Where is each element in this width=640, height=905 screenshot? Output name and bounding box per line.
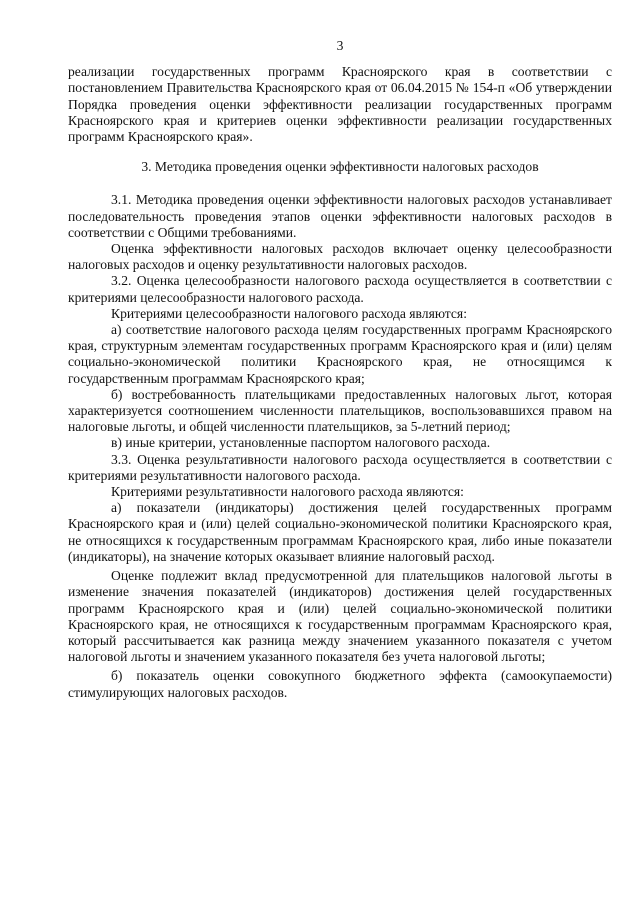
paragraph-contribution-assessment: Оценке подлежит вклад предусмотренной для плательщиков налоговой льготы в изменение значения показателей (индикаторов) достижения целей государственных программ Красноярского края и (или) целей социально-экономической политики Красноярского края, не относящихся к государственным программам Красноярского края, который рассчитывается как разница между значением указанного показателя с учетом налоговой льготы и значением указанного показателя без учета налоговой льготы; xyxy=(68,568,612,665)
paragraph-effectiveness-criteria: Критериями результативности налогового расхода являются: xyxy=(111,484,464,500)
page-number: 3 xyxy=(336,38,344,53)
list-item-b-expediency: б) востребованность плательщиками предоставленных налоговых льгот, которая характеризуется соотношением численности плательщиков, воспользовавшихся правом на налоговые льготы, и общей численности плательщиков, за 5-летний период; xyxy=(68,386,612,435)
intro-paragraph: реализации государственных программ Красноярского края в соответствии с постановлением Правительства Красноярского края от 06.04.2015 № 154-п «Об утверждении Порядка проведения оценки эффективности реализации государственных программ Красноярского края и критериев оценки эффективности реализации государственных программ Красноярского края». xyxy=(68,64,612,145)
list-item-a-expediency: а) соответствие налогового расхода целям государственных программ Красноярского края, структурным элементам государственных программ Красноярского края и (или) целям социально-экономической политики Красноярского края, не относящимся к государственным программам Красноярского края; xyxy=(68,322,612,386)
list-item-v-expediency: в) иные критерии, установленные паспортом налогового расхода. xyxy=(111,435,491,451)
section-heading: 3. Методика проведения оценки эффективности налоговых расходов xyxy=(141,159,539,175)
list-item-a-effectiveness: а) показатели (индикаторы) достижения целей государственных программ Красноярского края и (или) целей социально-экономической политики Красноярского края, не относящихся к государственным программам Красноярского края, либо иные показатели (индикаторы), на значение которых оказывает влияние налоговый расход. xyxy=(68,500,612,564)
paragraph-evaluation-includes: Оценка эффективности налоговых расходов включает оценку целесообразности налоговых расходов и оценку результативности налоговых расходов. xyxy=(68,241,612,273)
paragraph-3-3: 3.3. Оценка результативности налогового расхода осуществляется в соответствии с критериями результативности налогового расхода. xyxy=(68,451,612,483)
paragraph-3-1: 3.1. Методика проведения оценки эффективности налоговых расходов устанавливает последовательность проведения этапов оценки эффективности налоговых расходов в соответствии с Общими требованиями. xyxy=(68,192,612,240)
paragraph-expediency-criteria: Критериями целесообразности налогового расхода являются: xyxy=(111,305,467,321)
list-item-b-effectiveness: б) показатель оценки совокупного бюджетного эффекта (самоокупаемости) стимулирующих налоговых расходов. xyxy=(68,668,612,700)
paragraph-3-2: 3.2. Оценка целесообразности налогового расхода осуществляется в соответствии с критериями целесообразности налогового расхода. xyxy=(68,273,612,305)
